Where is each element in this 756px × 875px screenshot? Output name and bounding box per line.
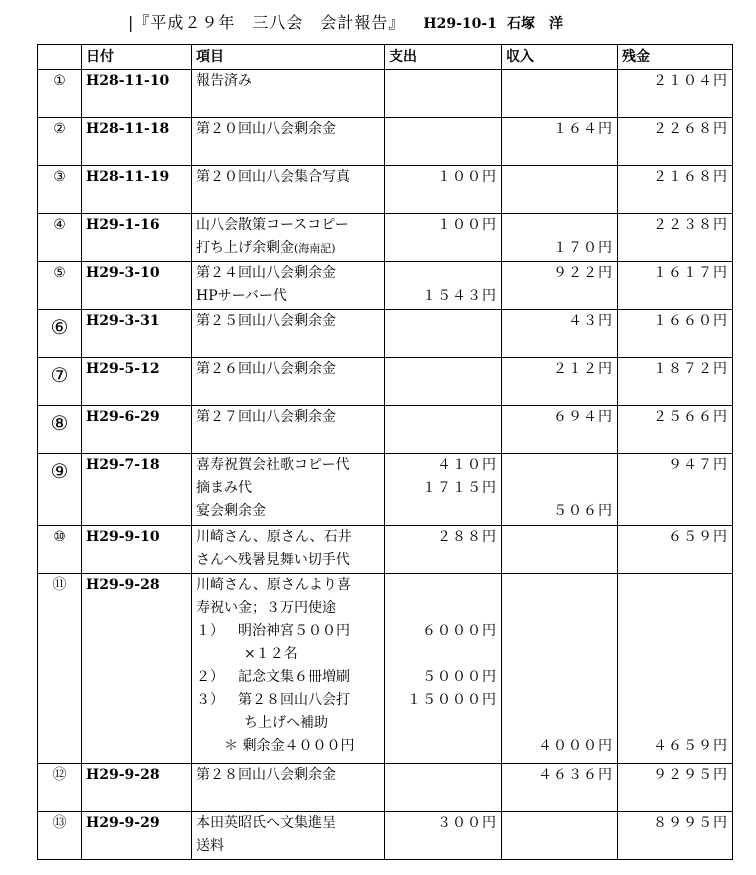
row-balance: １６１７円 xyxy=(618,262,733,310)
sub-item: ２） 記念文集６冊増刷 xyxy=(196,669,350,685)
row-balance: ２２６８円 xyxy=(618,118,733,166)
row-income xyxy=(502,166,618,214)
row-number: ③ xyxy=(38,166,82,214)
row-item: 第２４回山八会剰余金 HPサーバー代 xyxy=(192,262,385,310)
table-row xyxy=(38,262,733,310)
table-row xyxy=(38,358,733,406)
item-note: (海南記) xyxy=(294,242,336,255)
row-expense xyxy=(385,406,502,454)
row-date: H29-9-28 xyxy=(82,574,192,764)
row-balance: ８９９５円 xyxy=(618,812,733,860)
row-income: ９２２円 xyxy=(502,262,618,310)
row-income: ６９４円 xyxy=(502,406,618,454)
table-row xyxy=(38,812,733,860)
row-number: ⑤ xyxy=(38,262,82,310)
sub-item: １） 明治神宮５００円 xyxy=(196,623,350,639)
row-item: 第２５回山八会剰余金 xyxy=(192,310,385,358)
row-item: 第２０回山八会集合写真 xyxy=(192,166,385,214)
row-balance: １６６０円 xyxy=(618,310,733,358)
row-expense xyxy=(385,358,502,406)
row-item: 山八会散策コースコピー 打ち上げ余剰金(海南記) xyxy=(192,214,385,262)
row-item: 報告済み xyxy=(192,70,385,118)
row-income: ２１２円 xyxy=(502,358,618,406)
column-header-balance: 残金 xyxy=(618,45,733,70)
row-number: ⑪ xyxy=(38,574,82,764)
column-header-expense: 支出 xyxy=(385,45,502,70)
row-item: 第２７回山八会剰余金 xyxy=(192,406,385,454)
row-date: H29-9-10 xyxy=(82,526,192,574)
row-number: ⑩ xyxy=(38,526,82,574)
row-income: ４０００円 xyxy=(502,574,618,764)
row-date: H29-5-12 xyxy=(82,358,192,406)
table-row xyxy=(38,70,733,118)
row-balance: ４６５９円 xyxy=(618,574,733,764)
row-item: 川崎さん、原さん、石井 さんへ残暑見舞い切手代 xyxy=(192,526,385,574)
report-header xyxy=(128,10,728,36)
row-income: １６４円 xyxy=(502,118,618,166)
row-balance: ２２３８円 xyxy=(618,214,733,262)
row-expense: １５４３円 xyxy=(385,262,502,310)
surplus-note: ＊ 剰余金４０００円 xyxy=(224,738,355,754)
row-number: ④ xyxy=(38,214,82,262)
row-expense xyxy=(385,70,502,118)
row-expense: ２８８円 xyxy=(385,526,502,574)
row-balance: ２５６６円 xyxy=(618,406,733,454)
row-date: H29-1-16 xyxy=(82,214,192,262)
report-author: 石塚 洋 xyxy=(506,16,563,32)
report-title: 『平成２９年 三八会 会計報告』 xyxy=(133,13,406,32)
row-number: ① xyxy=(38,70,82,118)
table-row xyxy=(38,526,733,574)
report-date: H29-10-1 xyxy=(423,16,497,32)
row-expense: １００円 xyxy=(385,166,502,214)
row-balance: ９４７円 xyxy=(618,454,733,526)
row-number: ⑬ xyxy=(38,812,82,860)
table-row xyxy=(38,454,733,526)
row-date: H28-11-18 xyxy=(82,118,192,166)
row-number: ⑥ xyxy=(38,310,82,358)
row-number: ⑧ xyxy=(38,406,82,454)
row-number: ⑨ xyxy=(38,454,82,526)
row-income: ４６３６円 xyxy=(502,764,618,812)
row-item: 第２８回山八会剰余金 xyxy=(192,764,385,812)
row-income: ５０６円 xyxy=(502,454,618,526)
table-row xyxy=(38,118,733,166)
header-bar: | xyxy=(128,13,134,32)
row-balance: ６５９円 xyxy=(618,526,733,574)
row-income xyxy=(502,526,618,574)
row-balance: ９２９５円 xyxy=(618,764,733,812)
column-header-date: 日付 xyxy=(82,45,192,70)
row-date: H28-11-19 xyxy=(82,166,192,214)
row-balance: ２１０４円 xyxy=(618,70,733,118)
row-item: 川崎さん、原さんより喜 寿祝い金；３万円使途 １） 明治神宮５００円 ×１２名 ２） 記念文集６冊増刷 ３） 第２８回山八会打 ち上げへ補助 ＊ 剰余金４０００円 xyxy=(192,574,385,764)
row-income: １７０円 xyxy=(502,214,618,262)
row-expense xyxy=(385,310,502,358)
row-income xyxy=(502,812,618,860)
row-item: 喜寿祝賀会社歌コピー代 摘まみ代 宴会剰余金 xyxy=(192,454,385,526)
row-item: 本田英昭氏へ文集進呈 送料 xyxy=(192,812,385,860)
row-item: 第２０回山八会剰余金 xyxy=(192,118,385,166)
row-income xyxy=(502,70,618,118)
row-expense: ４１０円 １７１５円 xyxy=(385,454,502,526)
row-date: H29-7-18 xyxy=(82,454,192,526)
row-expense: ６０００円 ５０００円 １５０００円 xyxy=(385,574,502,764)
table-row xyxy=(38,764,733,812)
row-number: ⑦ xyxy=(38,358,82,406)
row-date: H29-6-29 xyxy=(82,406,192,454)
table-row xyxy=(38,406,733,454)
row-income: ４３円 xyxy=(502,310,618,358)
row-expense xyxy=(385,764,502,812)
table-row xyxy=(38,166,733,214)
row-expense: ３００円 xyxy=(385,812,502,860)
column-header-item: 項目 xyxy=(192,45,385,70)
table-row xyxy=(38,574,733,764)
row-date: H29-3-10 xyxy=(82,262,192,310)
header-row xyxy=(38,45,733,70)
row-number: ② xyxy=(38,118,82,166)
table-row xyxy=(38,214,733,262)
column-header-income: 収入 xyxy=(502,45,618,70)
table-row xyxy=(38,310,733,358)
row-expense xyxy=(385,118,502,166)
row-number: ⑫ xyxy=(38,764,82,812)
sub-item: ３） 第２８回山八会打 xyxy=(196,692,350,708)
row-date: H29-9-28 xyxy=(82,764,192,812)
row-date: H28-11-10 xyxy=(82,70,192,118)
row-date: H29-3-31 xyxy=(82,310,192,358)
row-date: H29-9-29 xyxy=(82,812,192,860)
row-expense: １００円 xyxy=(385,214,502,262)
column-header-no xyxy=(38,45,82,70)
ledger-table xyxy=(37,44,733,860)
row-balance: ２１６８円 xyxy=(618,166,733,214)
row-balance: １８７２円 xyxy=(618,358,733,406)
row-item: 第２６回山八会剰余金 xyxy=(192,358,385,406)
